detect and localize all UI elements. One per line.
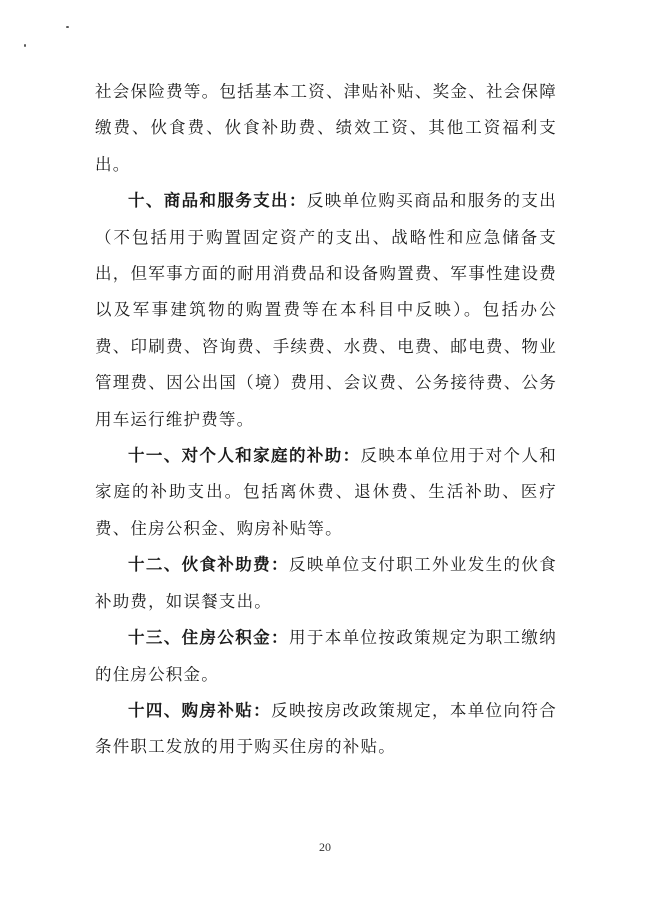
section-heading: 十一、对个人和家庭的补助： bbox=[128, 446, 361, 466]
section-thirteen bbox=[95, 620, 557, 693]
section-body: 反映单位支付职工外业发生的伙食补助费，如误餐支出。 bbox=[95, 555, 558, 611]
section-body: 用于本单位按政策规定为职工缴纳的住房公积金。 bbox=[95, 628, 558, 684]
section-heading: 十四、购房补贴： bbox=[128, 700, 272, 720]
section-body: 反映本单位用于对个人和家庭的补助支出。包括离休费、退休费、生活补助、医疗费、住房公积金、购房补贴等。 bbox=[95, 446, 557, 538]
section-twelve bbox=[95, 547, 557, 620]
scan-speck bbox=[66, 26, 69, 28]
section-ten bbox=[95, 183, 557, 438]
scan-speck bbox=[24, 44, 26, 47]
section-body: 反映单位购买商品和服务的支出（不包括用于购置固定资产的支出、战略性和应急储备支出，但军事方面的耐用消费品和设备购置费、军事性建设费以及军事建筑物的购置费等在本科目中反映）。包括办公费、印刷费、咨询费、手续费、水费、电费、邮电费、物业管理费、因公出国（境）费用、会议费、公务接待费、公务用车运行维护费等。 bbox=[95, 191, 557, 429]
continuation-paragraph: 社会保险费等。包括基本工资、津贴补贴、奖金、社会保障缴费、伙食费、伙食补助费、绩效工资、其他工资福利支出。 bbox=[95, 82, 557, 174]
section-body: 反映按房改政策规定，本单位向符合条件职工发放的用于购买住房的补贴。 bbox=[95, 700, 557, 757]
section-eleven bbox=[95, 438, 557, 547]
section-fourteen bbox=[95, 693, 557, 766]
document-body bbox=[95, 74, 557, 766]
section-heading: 十三、住房公积金： bbox=[128, 628, 289, 648]
section-heading: 十二、伙食补助费： bbox=[128, 555, 289, 575]
section-heading: 十、商品和服务支出： bbox=[128, 191, 307, 211]
page-number: 20 bbox=[319, 840, 331, 854]
